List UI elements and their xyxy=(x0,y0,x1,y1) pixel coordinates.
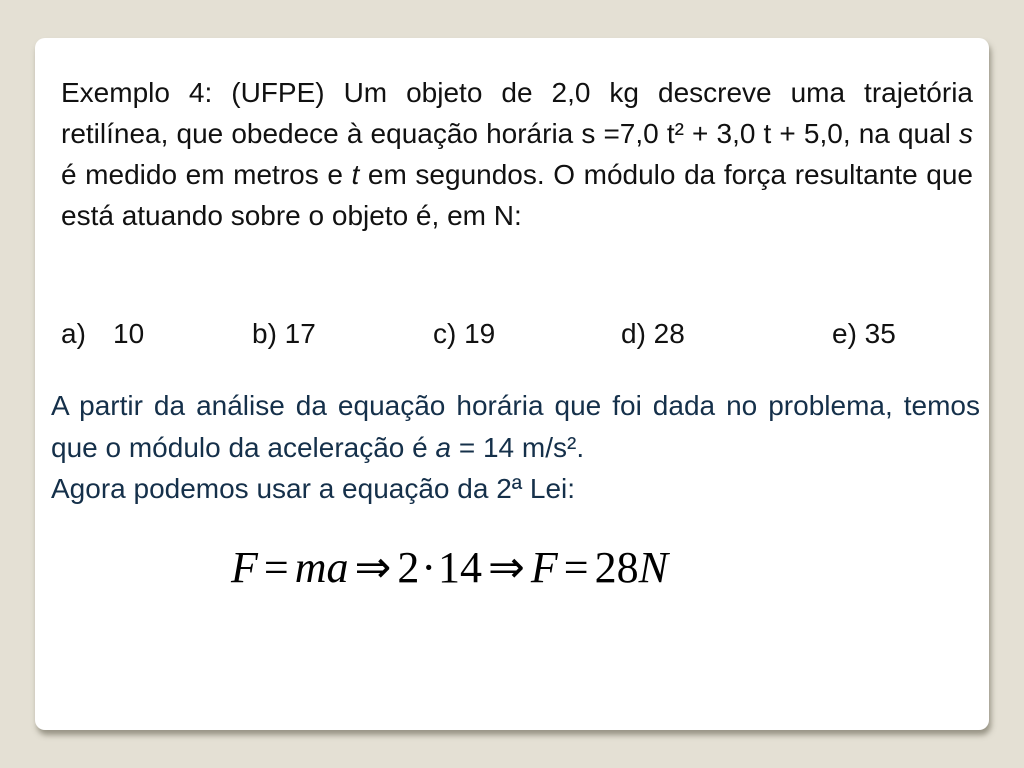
eq-force-symbol-2: F xyxy=(530,543,558,592)
problem-text-3: em segundos. O módulo da força resultante que está atuando sobre o objeto é, em N: xyxy=(61,159,974,231)
option-d: d) 28 xyxy=(621,318,685,349)
problem-text-1: Exemplo 4: (UFPE) Um objeto de 2,0 kg descreve uma trajetória retilínea, que obedece à equação horária s =7,0 t² + 3,0 t + 5,0, na qual xyxy=(61,77,973,149)
eq-force-symbol: F xyxy=(231,543,258,592)
option-c: c) 19 xyxy=(433,318,496,349)
option-a-letter: a) xyxy=(61,318,86,349)
variable-s: s xyxy=(959,118,973,149)
option-e: e) 35 xyxy=(832,318,896,349)
force-equation xyxy=(231,542,791,602)
variable-a: a xyxy=(435,431,452,463)
eq-result-value: 28 xyxy=(594,543,639,592)
eq-equals-sign-2: = xyxy=(563,543,589,592)
eq-implies-arrow: ⇒ xyxy=(354,543,392,592)
answer-options xyxy=(35,318,989,358)
problem-text-2: é medido em metros e xyxy=(61,159,352,190)
eq-multiply-dot: · xyxy=(421,543,437,592)
eq-mass-acceleration: ma xyxy=(294,543,349,592)
variable-t: t xyxy=(351,159,360,190)
eq-implies-arrow-2: ⇒ xyxy=(488,543,525,592)
eq-unit-newton: N xyxy=(638,543,668,592)
solution-text-2: = 14 m/s². xyxy=(451,431,585,463)
eq-mass-value: 2 xyxy=(397,543,420,592)
solution-text-1: A partir da análise da equação horária que foi dada no problema, temos que o módulo da aceleração é xyxy=(51,390,980,463)
slide-card xyxy=(35,38,989,730)
option-a-value: 10 xyxy=(113,318,145,349)
option-b: b) 17 xyxy=(252,318,316,349)
solution-text-3: Agora podemos usar a equação da 2ª Lei: xyxy=(51,473,576,504)
solution-text xyxy=(51,385,980,510)
problem-statement xyxy=(61,72,973,236)
eq-acceleration-value: 14 xyxy=(438,543,483,592)
eq-equals-sign: = xyxy=(263,543,289,592)
